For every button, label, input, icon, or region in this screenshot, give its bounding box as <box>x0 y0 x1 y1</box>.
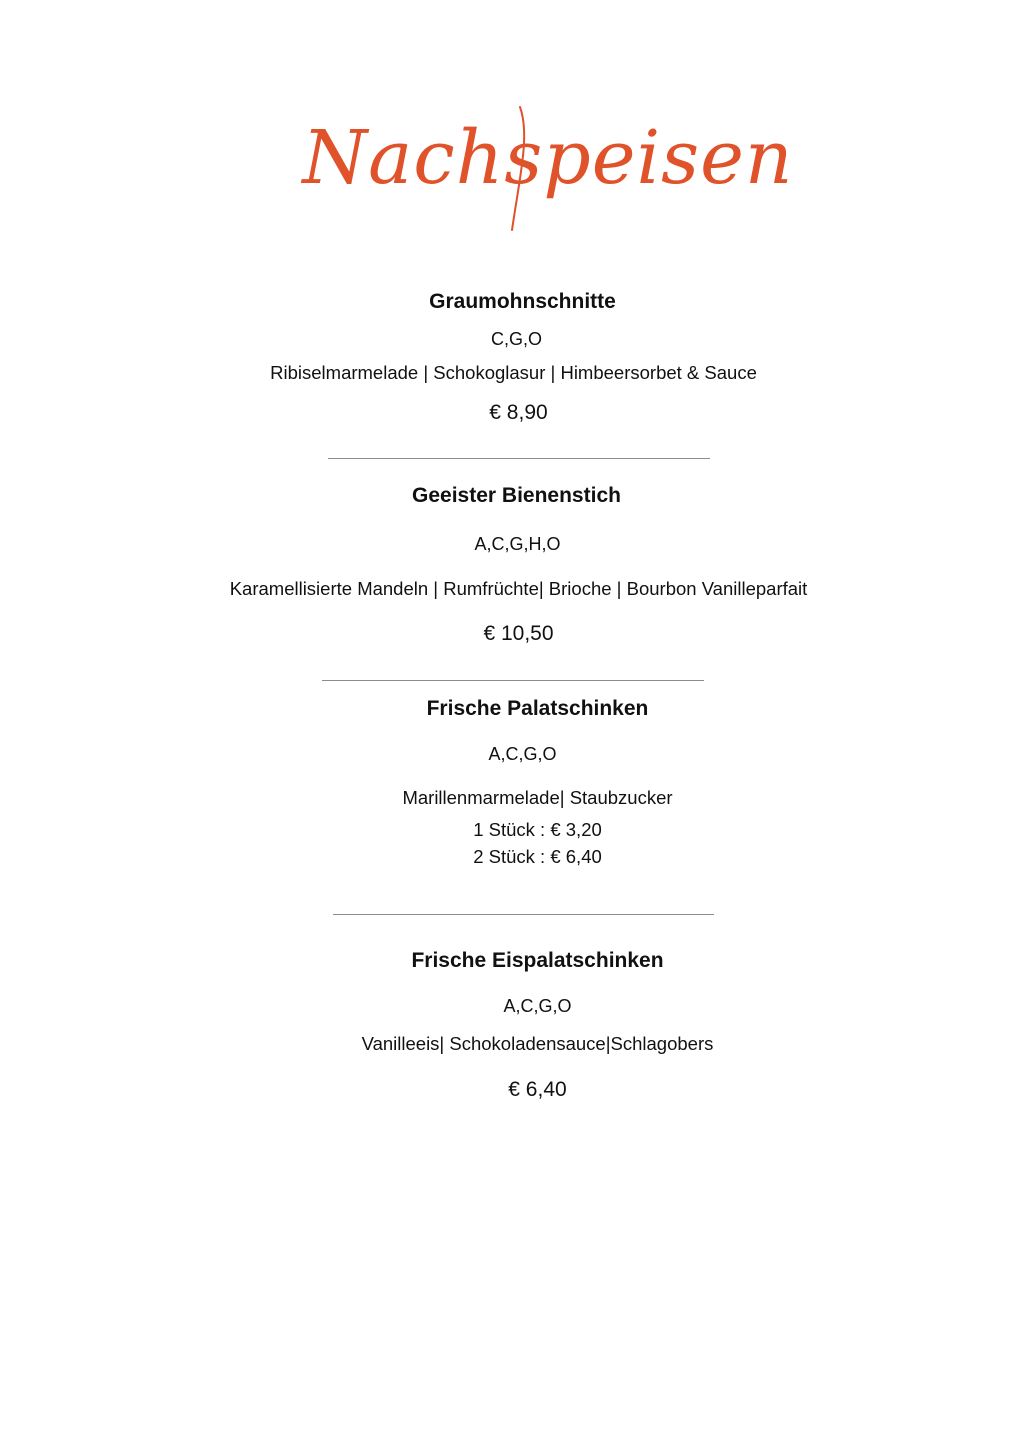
item-1-price: € 8,90 <box>489 401 548 424</box>
item-3-price-double: 2 Stück : € 6,40 <box>473 846 602 867</box>
item-3-allergens: A,C,G,O <box>488 744 557 764</box>
item-4-price: € 6,40 <box>508 1078 567 1101</box>
divider-2 <box>322 680 704 681</box>
item-1-description: Ribiselmarmelade | Schokoglasur | Himbeersorbet & Sauce <box>270 362 757 383</box>
menu-title <box>0 95 1025 245</box>
item-3-description: Marillenmarmelade| Staubzucker <box>402 787 673 808</box>
menu-title-text: Nachspeisen <box>302 115 794 201</box>
divider-1 <box>328 458 710 459</box>
item-4-description: Vanilleeis| Schokoladensauce|Schlagobers <box>361 1033 714 1054</box>
divider-3 <box>333 914 714 915</box>
item-3-name: Frische Palatschinken <box>426 697 649 720</box>
item-4-allergens: A,C,G,O <box>503 996 572 1016</box>
item-3-price-single: 1 Stück : € 3,20 <box>473 819 602 840</box>
item-1-name: Graumohnschnitte <box>429 290 616 313</box>
menu-title-svg <box>0 95 1025 245</box>
item-2-price: € 10,50 <box>483 622 554 645</box>
item-2-description: Karamellisierte Mandeln | Rumfrüchte| Brioche | Bourbon Vanilleparfait <box>229 578 808 599</box>
item-2-allergens: A,C,G,H,O <box>474 534 561 554</box>
item-2-name: Geeister Bienenstich <box>412 484 621 507</box>
item-4-name: Frische Eispalatschinken <box>411 949 664 972</box>
item-1-allergens: C,G,O <box>490 329 542 349</box>
